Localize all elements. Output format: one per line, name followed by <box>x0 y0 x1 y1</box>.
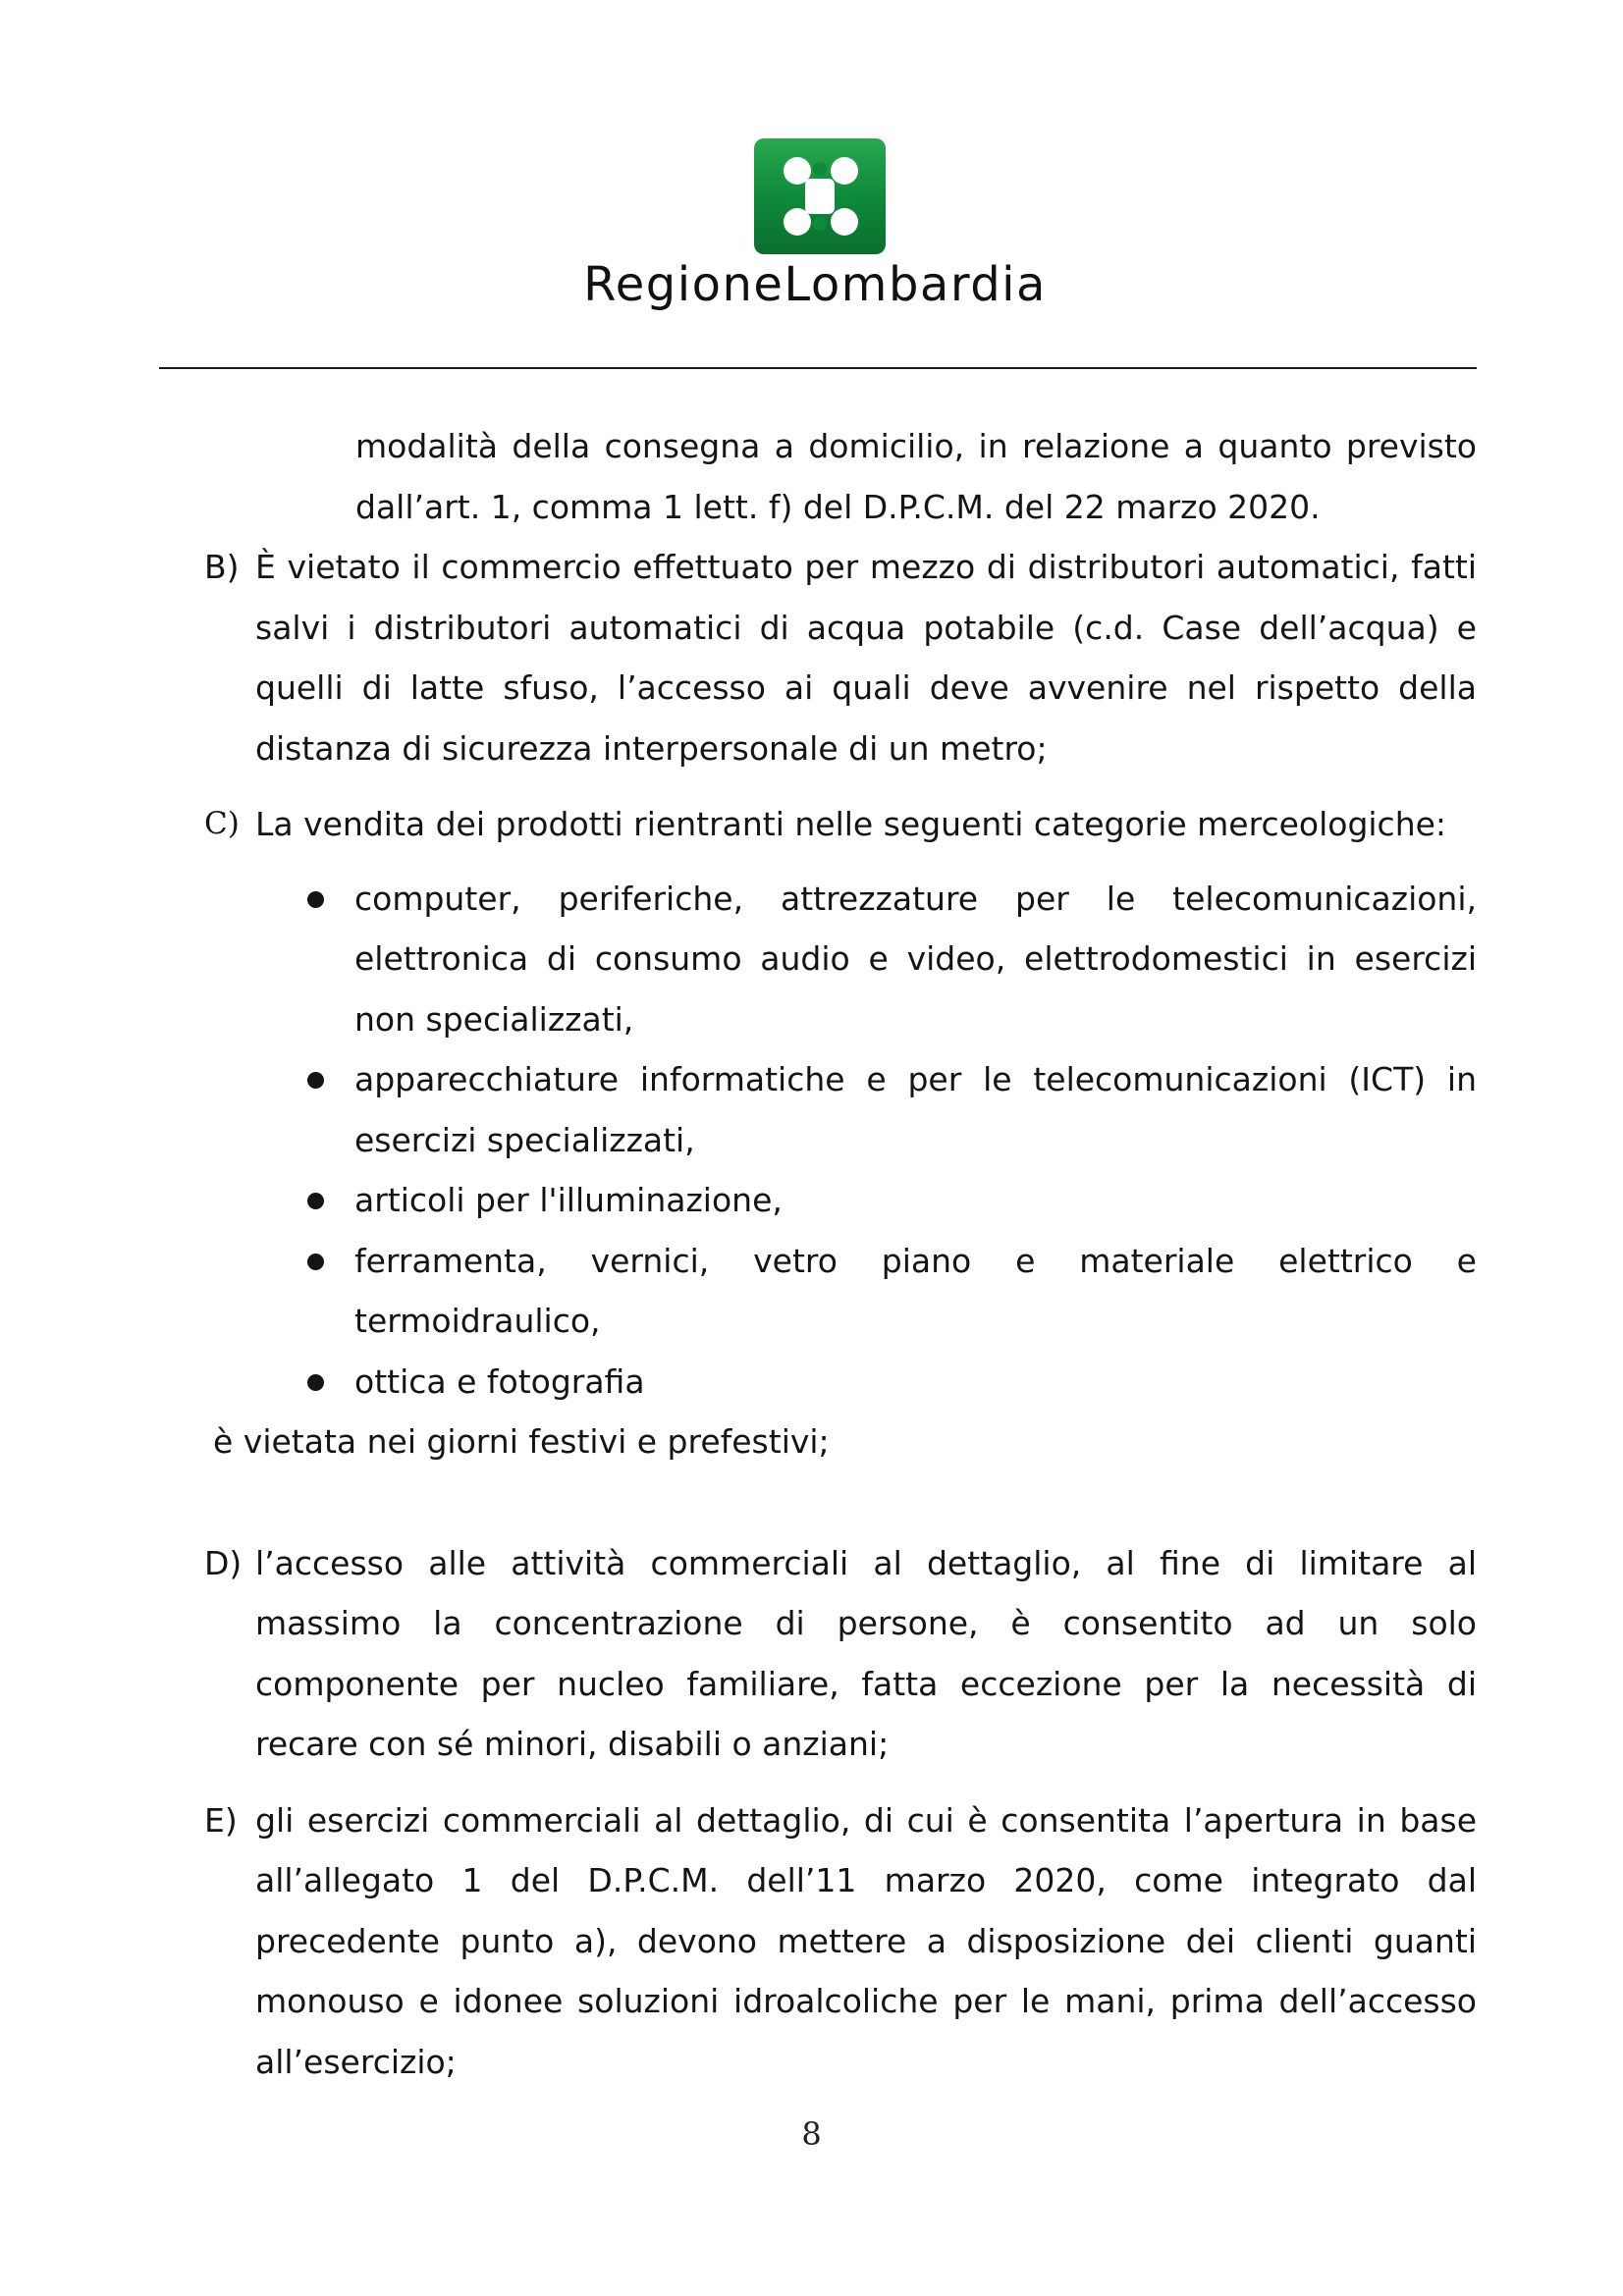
list-item-e <box>159 1790 1477 2093</box>
item-letter: D) <box>204 1543 243 1582</box>
bullet-icon <box>307 1193 324 1209</box>
list-item: apparecchiature informatiche e per le telecomunicazioni (ICT) in esercizi specializzati, <box>159 1049 1477 1170</box>
header-divider <box>159 367 1477 369</box>
list-item: articoli per l'illuminazione, <box>159 1170 1477 1231</box>
bullet-icon <box>307 1254 324 1270</box>
document-body <box>159 416 1477 2092</box>
regione-lombardia-logo-icon <box>754 138 886 254</box>
item-text: È vietato il commercio effettuato per mezzo di distributori automatici, fatti salvi i distributori automatici di acqua potabile (c.d. Case dell’acqua) e quelli di latte sfuso, l’accesso ai quali deve avvenire nel rispetto della distanza di sicurezza interpersonale di un metro; <box>255 548 1477 768</box>
list-item-b <box>159 537 1477 778</box>
continuation-paragraph: modalità della consegna a domicilio, in relazione a quanto previsto dall’art. 1, comma 1 lett. f) del D.P.C.M. del 22 marzo 2020. <box>355 427 1477 526</box>
item-letter: E) <box>204 1800 238 1840</box>
item-letter: B) <box>204 548 240 586</box>
item-text: l’accesso alle attività commerciali al dettaglio, al fine di limitare al massimo la concentrazione di persone, è consentito ad un solo componente per nucleo familiare, fatta eccezione per la necessità di recare con sé minori, disabili o anziani; <box>255 1543 1477 1763</box>
page-number: 8 <box>801 2115 822 2153</box>
item-letter: C) <box>204 806 240 841</box>
bullet-icon <box>307 1374 324 1391</box>
item-text: La vendita dei prodotti rientranti nelle seguenti categorie merceologiche: <box>255 805 1447 843</box>
list-item: ferramenta, vernici, vetro piano e materiale elettrico e termoidraulico, <box>159 1231 1477 1352</box>
bullet-icon <box>307 1072 324 1089</box>
list-item-c <box>159 794 1477 855</box>
item-text: gli esercizi commerciali al dettaglio, di cui è consentita l’apertura in base all’allegato 1 del D.P.C.M. dell’11 marzo 2020, come integrato dal precedente punto a), devono mettere a disposizione dei clienti guanti monouso e idonee soluzioni idroalcoliche per le mani, prima dell’accesso all’esercizio; <box>255 1800 1477 2081</box>
bullet-icon <box>307 891 324 908</box>
list-conclusion: è vietata nei giorni festivi e prefestivi; <box>213 1422 830 1461</box>
list-item: ottica e fotografia <box>159 1352 1477 1413</box>
list-item-d <box>159 1533 1477 1775</box>
brand-name: RegioneLombardia <box>583 257 1047 312</box>
category-list <box>159 869 1477 1413</box>
list-item: computer, periferiche, attrezzature per le telecomunicazioni, elettronica di consumo audio e video, elettrodomestici in esercizi non specializzati, <box>159 869 1477 1050</box>
